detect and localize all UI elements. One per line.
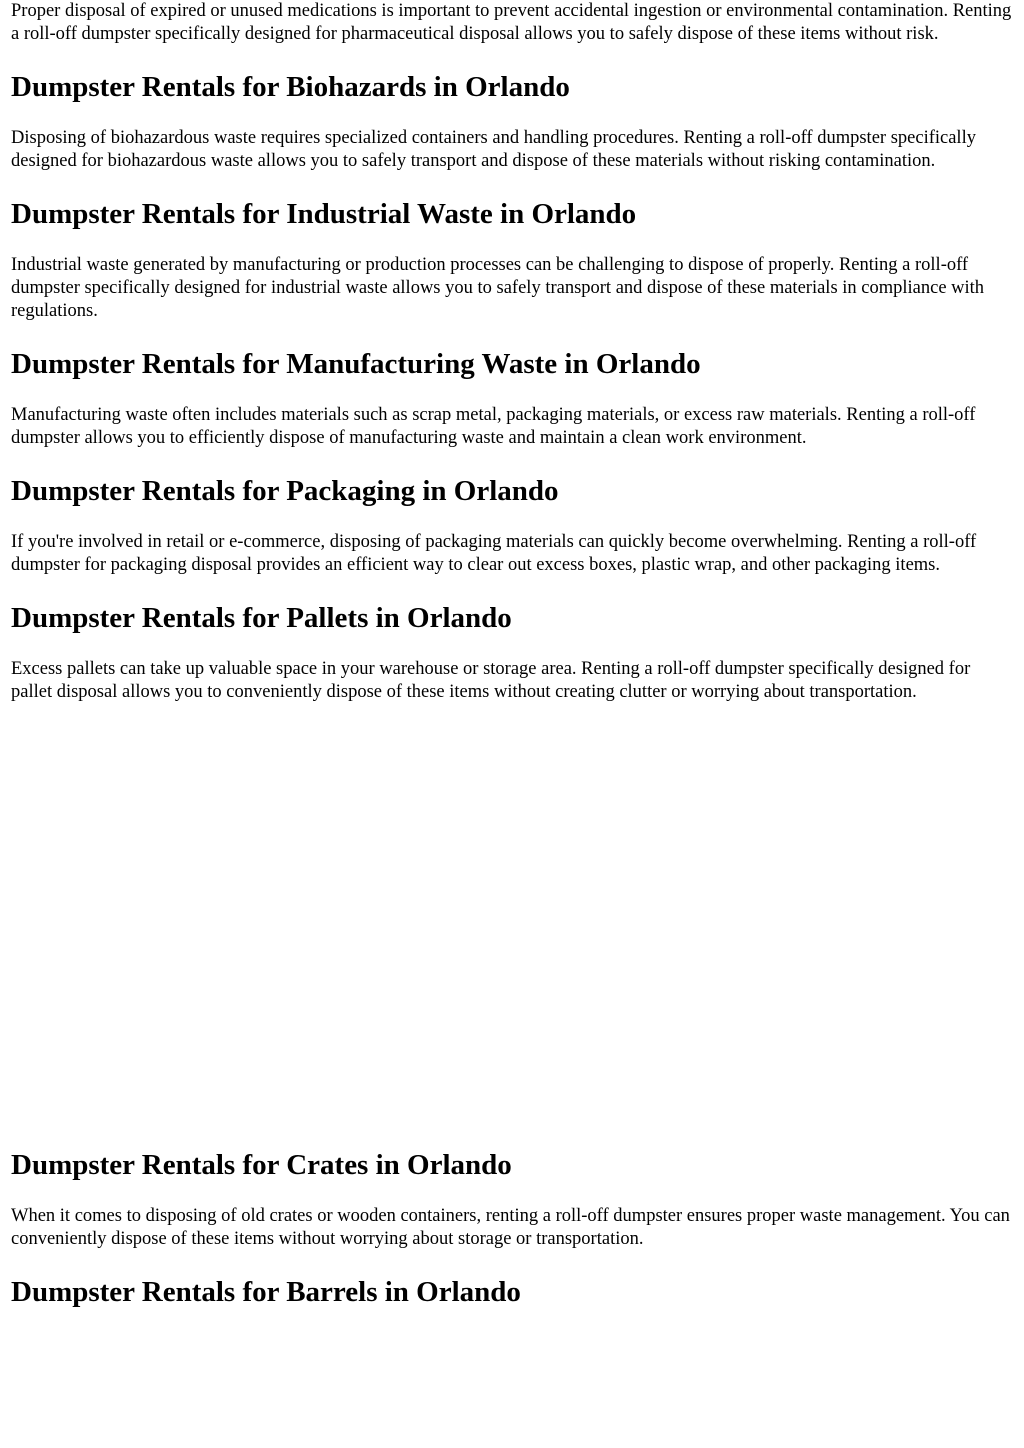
spacer (11, 46, 1015, 70)
article (11, 0, 1015, 1309)
paragraph-crates: When it comes to disposing of old crates or wooden containers, renting a roll-off dumpster ensures proper waste management. You can conveniently dispose of these items without worrying about storage or transportation. (11, 1206, 1010, 1249)
heading-manufacturing-waste: Dumpster Rentals for Manufacturing Waste in Orlando (11, 348, 701, 380)
paragraph-packaging: If you're involved in retail or e-commerce, disposing of packaging materials can quickly become overwhelming. Renting a roll-off dumpster for packaging disposal provides an efficient way to clear out excess boxes, plastic wrap, and other packaging items. (11, 532, 977, 575)
heading-packaging: Dumpster Rentals for Packaging in Orlando (11, 475, 559, 507)
spacer (11, 1182, 1015, 1205)
spacer (11, 450, 1015, 474)
blank-space (11, 704, 1015, 1148)
heading-barrels: Dumpster Rentals for Barrels in Orlando (11, 1276, 521, 1308)
spacer (11, 173, 1015, 197)
paragraph-industrial-waste: Industrial waste generated by manufacturing or production processes can be challenging to dispose of properly. Renting a roll-off dumpster specifically designed for industrial waste allows you to safely transport and dispose of these materials in compliance with regulations. (11, 255, 985, 321)
spacer (11, 231, 1015, 254)
spacer (11, 104, 1015, 127)
intro-paragraph: Proper disposal of expired or unused medications is important to prevent accidental ingestion or environmental contamination. Renting a roll-off dumpster specifically designed for pharmaceutical disposal allows you to safely dispose of these items without risk. (11, 1, 1012, 44)
spacer (11, 1251, 1015, 1275)
spacer (11, 381, 1015, 404)
spacer (11, 635, 1015, 658)
spacer (11, 577, 1015, 601)
paragraph-pallets: Excess pallets can take up valuable space in your warehouse or storage area. Renting a roll-off dumpster specifically designed for pallet disposal allows you to conveniently dispose of these items without creating clutter or worrying about transportation. (11, 659, 971, 702)
spacer (11, 323, 1015, 347)
paragraph-biohazards: Disposing of biohazardous waste requires specialized containers and handling procedures. Renting a roll-off dumpster specifically designed for biohazardous waste allows you to safely transport and dispose of these materials without risking contamination. (11, 128, 976, 171)
spacer (11, 508, 1015, 531)
heading-industrial-waste: Dumpster Rentals for Industrial Waste in Orlando (11, 198, 637, 230)
heading-pallets: Dumpster Rentals for Pallets in Orlando (11, 602, 512, 634)
heading-biohazards: Dumpster Rentals for Biohazards in Orlando (11, 71, 570, 103)
heading-crates: Dumpster Rentals for Crates in Orlando (11, 1149, 512, 1181)
paragraph-manufacturing-waste: Manufacturing waste often includes materials such as scrap metal, packaging materials, or excess raw materials. Renting a roll-off dumpster allows you to efficiently dispose of manufacturing waste and maintain a clean work environment. (11, 405, 976, 448)
